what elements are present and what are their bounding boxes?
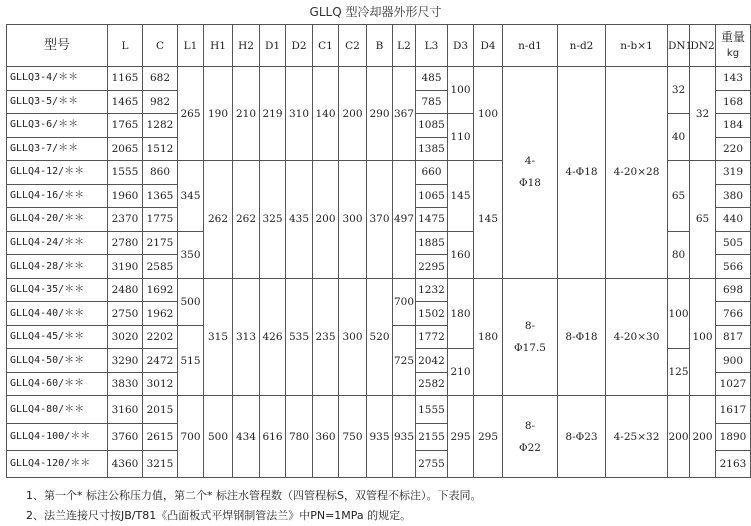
header-L3: L3 [416, 25, 448, 67]
table-cell: 660 [416, 161, 448, 185]
table-cell: 2175 [143, 231, 178, 255]
table-cell: 325 [260, 161, 286, 279]
header-n-d1: n-d1 [503, 25, 558, 67]
header-row [7, 25, 751, 67]
table-cell: 80 [668, 231, 690, 278]
table-cell: 2480 [108, 278, 143, 302]
table-cell: 1555 [416, 396, 448, 423]
table-cell: 160 [448, 231, 474, 278]
table-cell: 140 [313, 67, 339, 161]
table-cell: 3190 [108, 255, 143, 279]
table-cell: 110 [448, 114, 474, 161]
table-cell: 2295 [416, 255, 448, 279]
table-cell: 3020 [108, 325, 143, 349]
header-L1: L1 [178, 25, 204, 67]
table-cell: 370 [367, 161, 393, 279]
table-cell: 2472 [143, 349, 178, 373]
table-cell: 535 [286, 278, 313, 396]
table-cell: 1502 [416, 302, 448, 326]
model-cell: GLLQ4-35/＊＊ [7, 278, 108, 302]
table-cell: 1085 [416, 114, 448, 138]
table-cell: 4- Φ18 [503, 67, 558, 279]
table-cell: 2042 [416, 349, 448, 373]
header-H2: H2 [233, 25, 260, 67]
table-cell: 2585 [143, 255, 178, 279]
table-cell: 200 [339, 67, 367, 161]
table-cell: 200 [668, 396, 690, 478]
table-cell: 4360 [108, 450, 143, 477]
header-n-d2: n-d2 [558, 25, 606, 67]
header-model: 型号 [7, 25, 108, 67]
table-cell: 40 [668, 114, 690, 161]
table-row [7, 278, 751, 302]
table-cell: 935 [393, 396, 416, 478]
table-cell: 1512 [143, 137, 178, 161]
table-cell: 982 [143, 90, 178, 114]
table-cell: 210 [233, 67, 260, 161]
table-cell: 350 [178, 231, 204, 278]
table-cell: 1365 [143, 184, 178, 208]
table-cell: 497 [393, 161, 416, 279]
table-cell: 2155 [416, 423, 448, 450]
table-cell: 500 [204, 396, 233, 478]
table-cell: 500 [178, 278, 204, 325]
table-cell: 785 [416, 90, 448, 114]
table-cell: 3830 [108, 372, 143, 396]
table-cell: 566 [716, 255, 751, 279]
table-cell: 1065 [416, 184, 448, 208]
footnotes [26, 486, 481, 526]
table-cell: 290 [367, 67, 393, 161]
model-cell: GLLQ4-45/＊＊ [7, 325, 108, 349]
model-cell: GLLQ4-80/＊＊ [7, 396, 108, 423]
model-cell: GLLQ4-20/＊＊ [7, 208, 108, 232]
dimension-table [6, 24, 751, 478]
table-cell: 8-Φ23 [558, 396, 606, 478]
table-cell: 780 [286, 396, 313, 478]
table-cell: 698 [716, 278, 751, 302]
table-cell: 8- Φ17.5 [503, 278, 558, 396]
model-cell: GLLQ3-7/＊＊ [7, 137, 108, 161]
model-cell: GLLQ4-100/＊＊ [7, 423, 108, 450]
table-cell: 434 [233, 396, 260, 478]
table-cell: 616 [260, 396, 286, 478]
table-cell: 360 [313, 396, 339, 478]
table-cell: 145 [448, 161, 474, 232]
table-cell: 3290 [108, 349, 143, 373]
table-cell: 319 [716, 161, 751, 185]
header-D2: D2 [286, 25, 313, 67]
table-cell: 1385 [416, 137, 448, 161]
table-cell: 145 [474, 161, 503, 279]
table-cell: 2755 [416, 450, 448, 477]
table-cell: 2780 [108, 231, 143, 255]
table-cell: 2015 [143, 396, 178, 423]
footnote-2: 2、法兰连接尺寸按JB/T81《凸面板式平焊钢制管法兰》中PN=1MPa 的规定。 [26, 509, 412, 522]
table-cell: 200 [690, 396, 716, 478]
table-cell: 295 [448, 396, 474, 478]
table-cell: 262 [204, 161, 233, 279]
table-cell: 168 [716, 90, 751, 114]
table-cell: 3160 [108, 396, 143, 423]
table-cell: 4-20×30 [606, 278, 668, 396]
table-row [7, 396, 751, 423]
header-C1: C1 [313, 25, 339, 67]
table-cell: 262 [233, 161, 260, 279]
header-n-bx1: n-b×1 [606, 25, 668, 67]
table-cell: 700 [393, 278, 416, 325]
header-DN1: DN1 [668, 25, 690, 67]
table-cell: 485 [416, 67, 448, 91]
model-cell: GLLQ3-6/＊＊ [7, 114, 108, 138]
table-cell: 125 [668, 349, 690, 396]
table-cell: 1962 [143, 302, 178, 326]
table-cell: 100 [474, 67, 503, 161]
table-cell: 3215 [143, 450, 178, 477]
table-cell: 100 [690, 278, 716, 396]
table-cell: 65 [690, 161, 716, 279]
model-cell: GLLQ4-60/＊＊ [7, 372, 108, 396]
header-D4: D4 [474, 25, 503, 67]
table-cell: 300 [339, 161, 367, 279]
table-title: GLLQ 型冷却器外形尺寸 [309, 5, 442, 19]
header-L: L [108, 25, 143, 67]
header-DN2: DN2 [690, 25, 716, 67]
table-cell: 682 [143, 67, 178, 91]
model-cell: GLLQ4-12/＊＊ [7, 161, 108, 185]
table-cell: 1960 [108, 184, 143, 208]
table-cell: 32 [690, 67, 716, 161]
table-cell: 313 [233, 278, 260, 396]
table-cell: 1555 [108, 161, 143, 185]
table-cell: 8- Φ22 [503, 396, 558, 478]
model-cell: GLLQ4-120/＊＊ [7, 450, 108, 477]
table-cell: 1617 [716, 396, 751, 423]
table-cell: 426 [260, 278, 286, 396]
table-cell: 1890 [716, 423, 751, 450]
header-D3: D3 [448, 25, 474, 67]
table-cell: 1027 [716, 372, 751, 396]
header-H1: H1 [204, 25, 233, 67]
header-L2: L2 [393, 25, 416, 67]
table-cell: 1165 [108, 67, 143, 91]
table-cell: 725 [393, 325, 416, 396]
header-C2: C2 [339, 25, 367, 67]
header-weight: 重量 kg [716, 25, 751, 67]
table-cell: 750 [339, 396, 367, 478]
table-cell: 32 [668, 67, 690, 114]
header-B: B [367, 25, 393, 67]
model-cell: GLLQ4-50/＊＊ [7, 349, 108, 373]
table-cell: 345 [178, 161, 204, 232]
model-cell: GLLQ3-4/＊＊ [7, 67, 108, 91]
table-cell: 380 [716, 184, 751, 208]
table-cell: 2065 [108, 137, 143, 161]
model-cell: GLLQ4-28/＊＊ [7, 255, 108, 279]
table-cell: 860 [143, 161, 178, 185]
table-cell: 8-Φ18 [558, 278, 606, 396]
table-cell: 4-Φ18 [558, 67, 606, 279]
table-cell: 1772 [416, 325, 448, 349]
table-cell: 440 [716, 208, 751, 232]
table-cell: 180 [448, 278, 474, 349]
table-cell: 1282 [143, 114, 178, 138]
table-cell: 2370 [108, 208, 143, 232]
table-cell: 100 [448, 67, 474, 114]
table-cell: 1765 [108, 114, 143, 138]
table-cell: 200 [313, 161, 339, 279]
table-cell: 367 [393, 67, 416, 161]
table-cell: 505 [716, 231, 751, 255]
table-cell: 219 [260, 67, 286, 161]
table-cell: 265 [178, 67, 204, 161]
table-cell: 295 [474, 396, 503, 478]
table-cell: 235 [313, 278, 339, 396]
table-cell: 190 [204, 67, 233, 161]
table-cell: 2750 [108, 302, 143, 326]
table-cell: 100 [668, 278, 690, 349]
model-cell: GLLQ3-5/＊＊ [7, 90, 108, 114]
table-cell: 315 [204, 278, 233, 396]
table-cell: 1692 [143, 278, 178, 302]
model-cell: GLLQ4-40/＊＊ [7, 302, 108, 326]
footnote-1: 1、第一个* 标注公称压力值，第二个* 标注水管程数（四管程标S，双管程不标注）。下表同。 [26, 489, 482, 502]
table-cell: 220 [716, 137, 751, 161]
table-cell: 2615 [143, 423, 178, 450]
table-cell: 935 [367, 396, 393, 478]
table-cell: 1465 [108, 90, 143, 114]
table-cell: 184 [716, 114, 751, 138]
header-D1: D1 [260, 25, 286, 67]
table-cell: 300 [339, 278, 367, 396]
table-cell: 435 [286, 161, 313, 279]
table-cell: 143 [716, 67, 751, 91]
table-cell: 1885 [416, 231, 448, 255]
table-cell: 766 [716, 302, 751, 326]
table-cell: 3012 [143, 372, 178, 396]
table-cell: 2202 [143, 325, 178, 349]
table-cell: 310 [286, 67, 313, 161]
table-cell: 817 [716, 325, 751, 349]
model-cell: GLLQ4-16/＊＊ [7, 184, 108, 208]
table-cell: 65 [668, 161, 690, 232]
table-cell: 900 [716, 349, 751, 373]
table-cell: 180 [474, 278, 503, 396]
table-cell: 1232 [416, 278, 448, 302]
model-cell: GLLQ4-24/＊＊ [7, 231, 108, 255]
table-cell: 2163 [716, 450, 751, 477]
table-cell: 700 [178, 396, 204, 478]
table-cell: 3760 [108, 423, 143, 450]
table-cell: 515 [178, 325, 204, 396]
table-cell: 210 [448, 349, 474, 396]
table-row [7, 67, 751, 91]
header-C: C [143, 25, 178, 67]
table-cell: 4-25×32 [606, 396, 668, 478]
table-cell: 2582 [416, 372, 448, 396]
table-cell: 520 [367, 278, 393, 396]
table-cell: 4-20×28 [606, 67, 668, 279]
table-cell: 1475 [416, 208, 448, 232]
table-cell: 1775 [143, 208, 178, 232]
